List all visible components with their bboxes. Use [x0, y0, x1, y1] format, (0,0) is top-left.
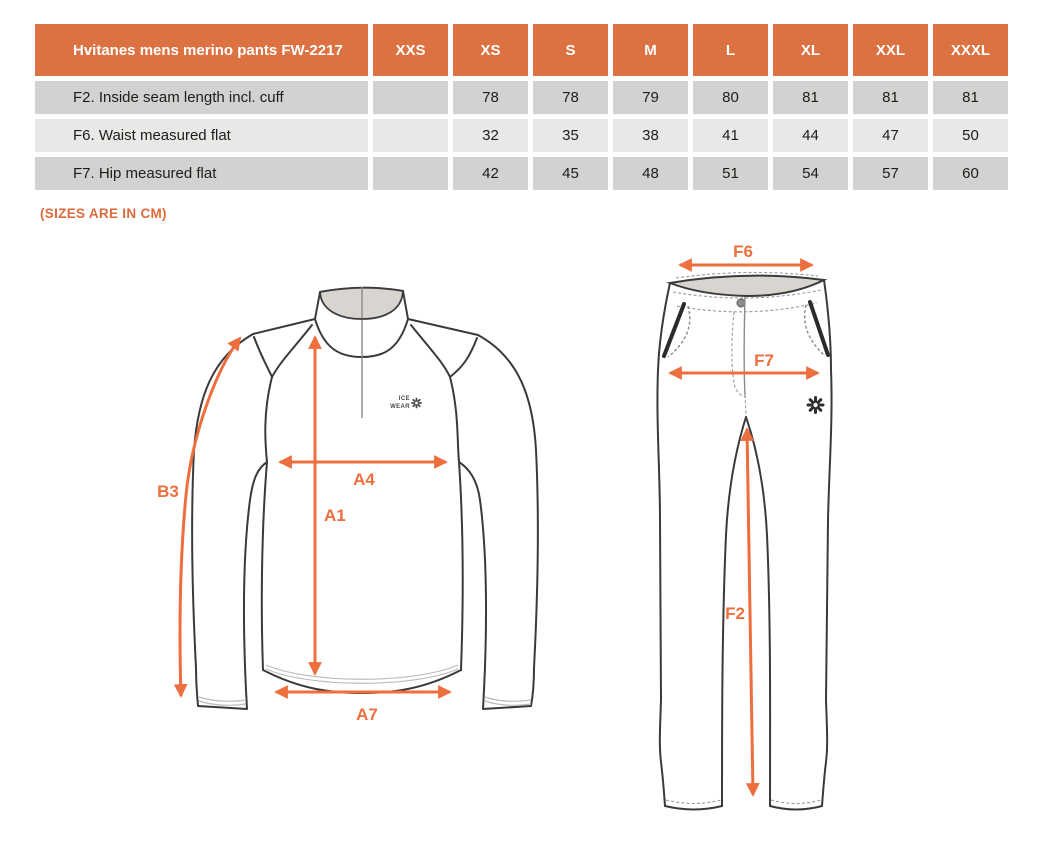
inseam-arrow: [747, 429, 753, 795]
waist-width-label: F6: [733, 242, 753, 261]
size-header-xxxl: XXXL: [933, 24, 1008, 76]
table-cell: 79: [613, 81, 688, 114]
waist-button: [737, 299, 745, 307]
table-cell: 47: [853, 119, 928, 152]
size-header-xl: XL: [773, 24, 848, 76]
table-cell: 54: [773, 157, 848, 190]
row-label-waist: F6. Waist measured flat: [35, 119, 368, 152]
table-cell: 32: [453, 119, 528, 152]
table-cell: 81: [933, 81, 1008, 114]
table-cell: 48: [613, 157, 688, 190]
size-header-l: L: [693, 24, 768, 76]
row-label-hip: F7. Hip measured flat: [35, 157, 368, 190]
row-label-inseam: F2. Inside seam length incl. cuff: [35, 81, 368, 114]
pants-diagram: [657, 242, 831, 810]
sleeve-length-label: B3: [157, 482, 179, 501]
table-cell: 42: [453, 157, 528, 190]
table-cell: 78: [453, 81, 528, 114]
table-cell: 45: [533, 157, 608, 190]
hem-width-label: A7: [356, 705, 378, 724]
icewear-logo: [390, 396, 421, 410]
size-header-s: S: [533, 24, 608, 76]
table-cell: 60: [933, 157, 1008, 190]
table-cell: 51: [693, 157, 768, 190]
logo-text-line2: WEAR: [390, 404, 410, 410]
inseam-label: F2: [725, 604, 745, 623]
table-cell: 78: [533, 81, 608, 114]
sleeve-length-arrow: [180, 338, 240, 696]
table-cell: 38: [613, 119, 688, 152]
table-cell: 81: [853, 81, 928, 114]
table-cell: 50: [933, 119, 1008, 152]
table-cell: 80: [693, 81, 768, 114]
shirt-diagram: [157, 287, 538, 724]
table-cell: 41: [693, 119, 768, 152]
size-header-m: M: [613, 24, 688, 76]
size-header-xxs: XXS: [373, 24, 448, 76]
hip-width-label: F7: [754, 351, 774, 370]
chest-width-label: A4: [353, 470, 375, 489]
snowflake-icon: [412, 399, 421, 408]
left-pocket: [664, 304, 684, 356]
right-pocket: [810, 302, 828, 355]
size-header-xxl: XXL: [853, 24, 928, 76]
table-title: Hvitanes mens merino pants FW-2217: [35, 24, 368, 76]
snowflake-icon: [808, 398, 823, 413]
logo-text-line1: ICE: [398, 396, 410, 402]
table-cell: 35: [533, 119, 608, 152]
body-length-label: A1: [324, 506, 346, 525]
table-cell: 81: [773, 81, 848, 114]
size-header-xs: XS: [453, 24, 528, 76]
table-cell: 44: [773, 119, 848, 152]
table-cell: 57: [853, 157, 928, 190]
sizes-unit-note: (SIZES ARE IN CM): [40, 206, 167, 221]
